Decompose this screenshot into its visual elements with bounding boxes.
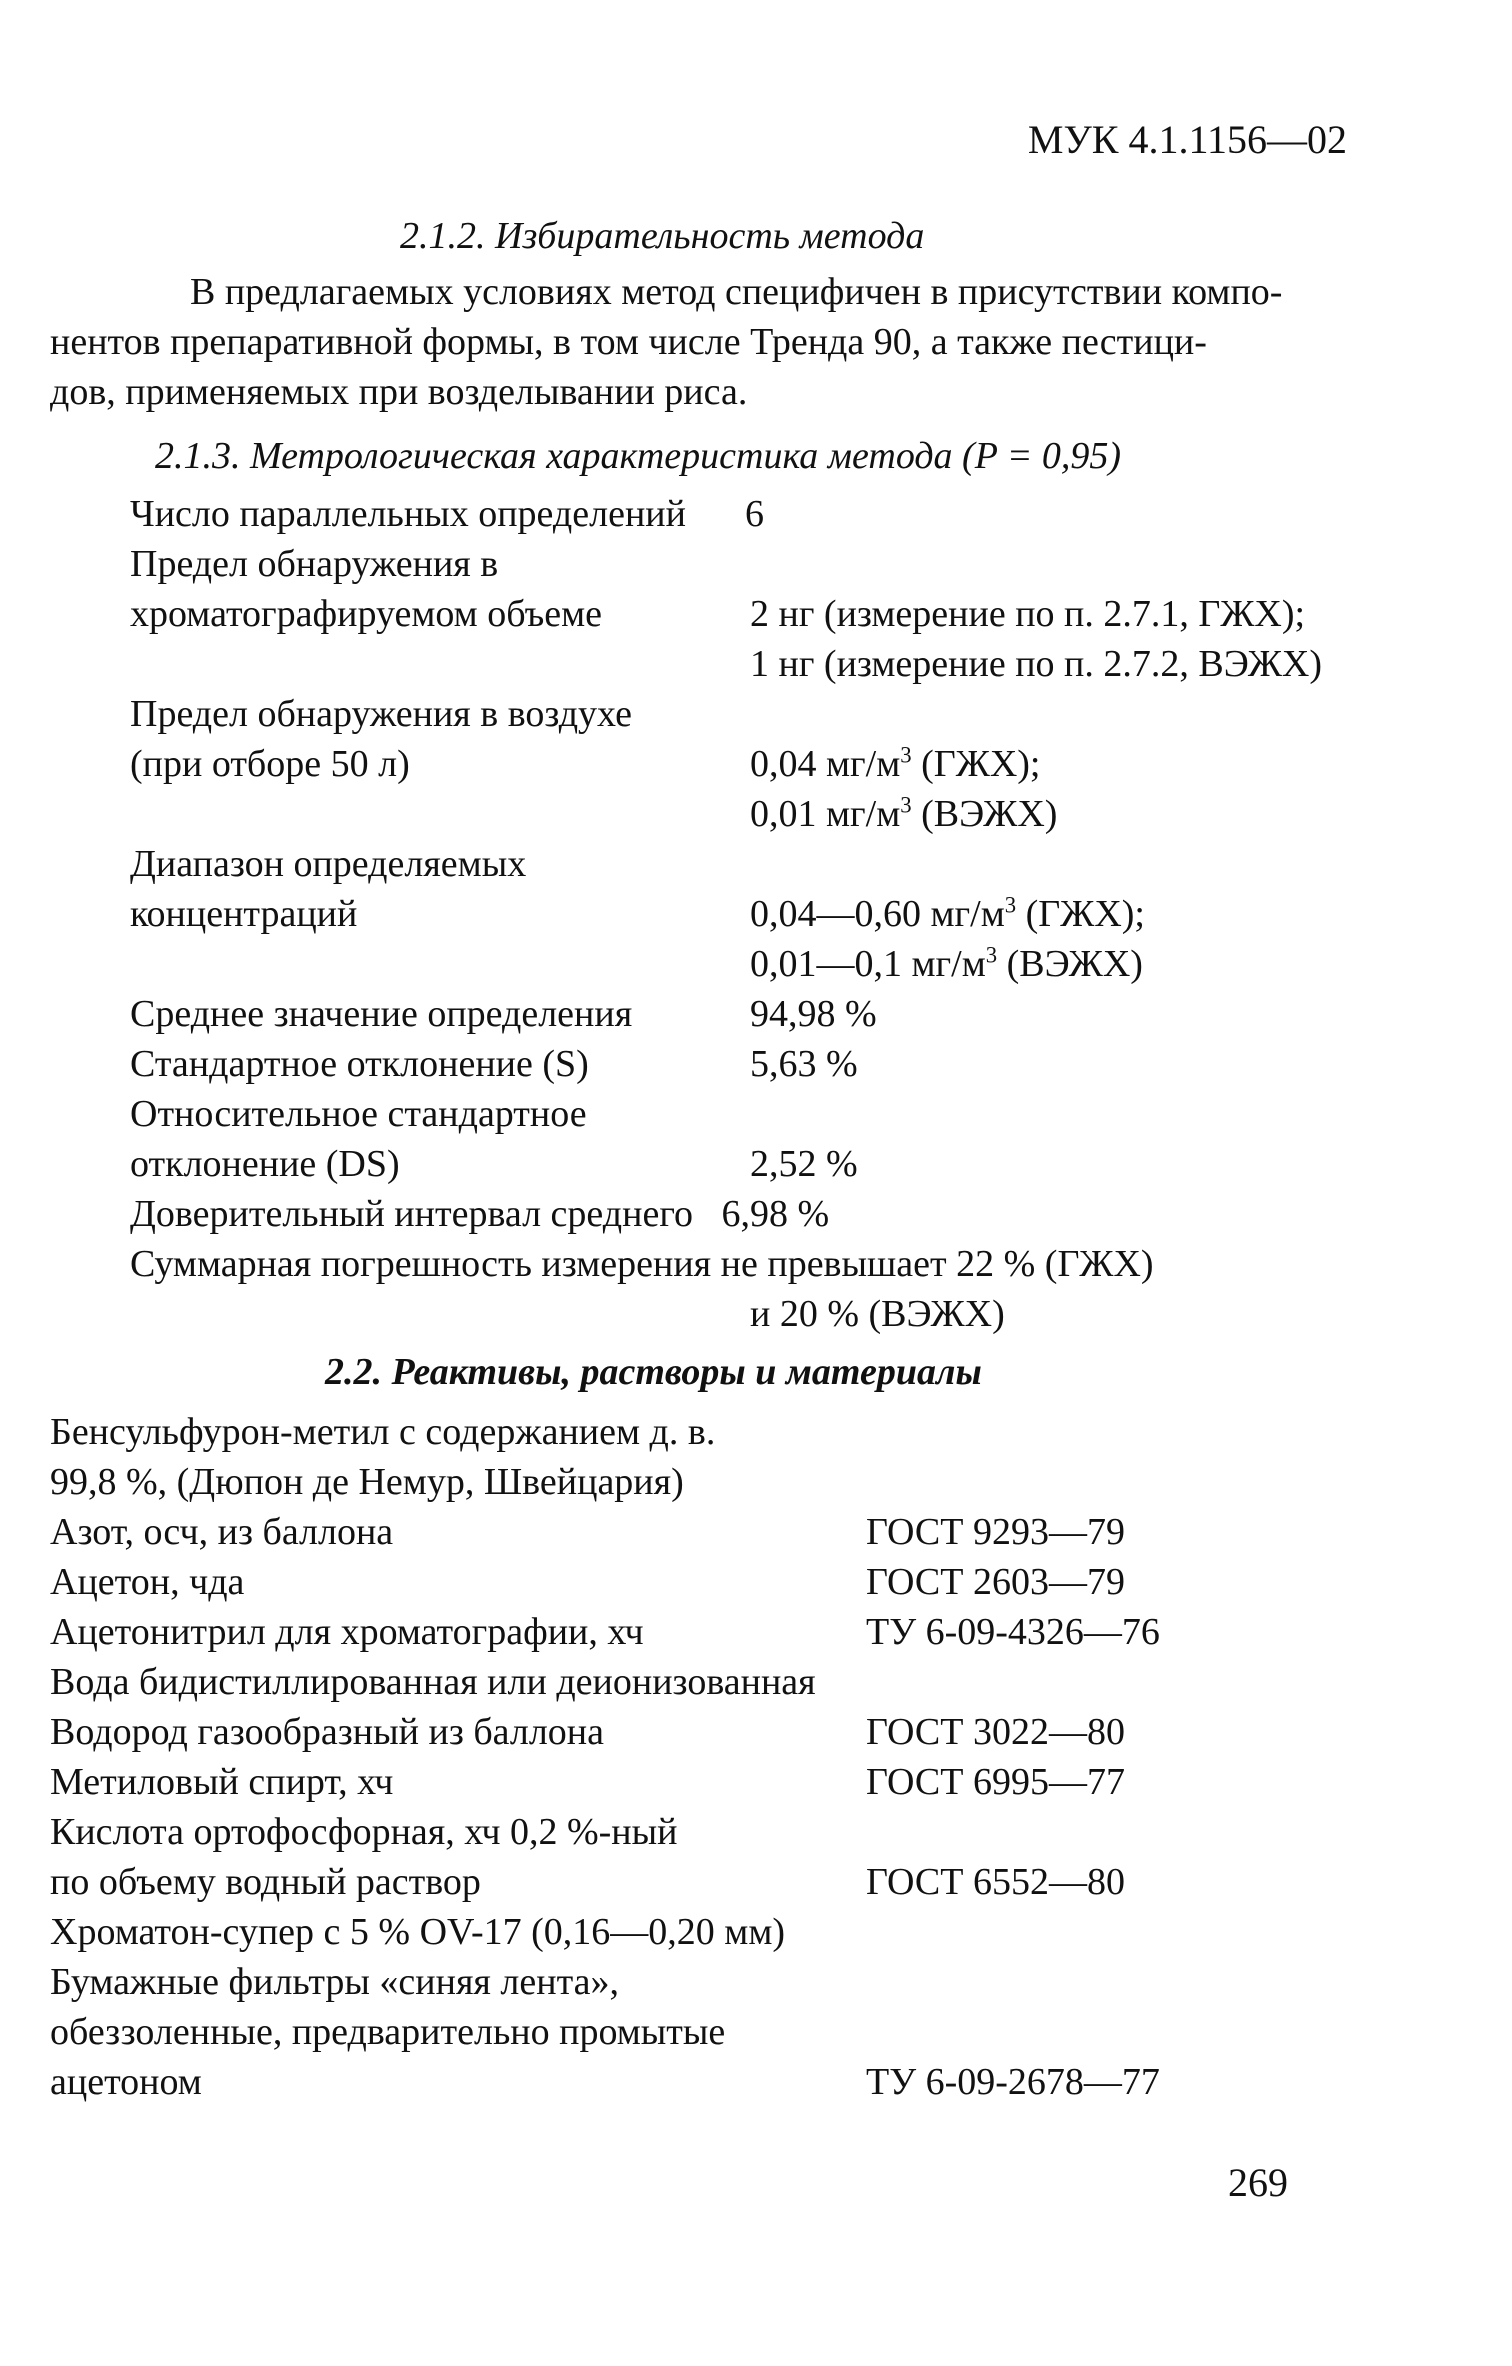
metrology-row	[130, 690, 1380, 739]
reagent-row	[50, 1558, 1350, 1607]
reagent-name: ацетоном	[50, 2061, 202, 2103]
reagent-standard: ГОСТ 6995—77	[866, 1761, 1125, 1803]
reagent-standard: ТУ 6-09-4326—76	[866, 1611, 1160, 1653]
reagent-name: Кислота ортофосфорная, хч 0,2 %-ный	[50, 1811, 678, 1853]
reagent-row	[50, 1608, 1350, 1657]
reagent-name: Вода бидистиллированная или деионизованная	[50, 1661, 816, 1703]
reagent-standard: ГОСТ 9293—79	[866, 1511, 1125, 1553]
reagent-row	[50, 1958, 1350, 2007]
reagent-row	[50, 1508, 1350, 1557]
reagent-name: Бумажные фильтры «синяя лента»,	[50, 1961, 620, 2003]
row-value: 5,63 %	[750, 1043, 858, 1085]
reagent-row	[50, 2058, 1350, 2107]
page-number: 269	[1228, 2160, 1288, 2205]
reagent-name: Азот, осч, из баллона	[50, 1511, 394, 1553]
reagent-name: 99,8 %, (Дюпон де Немур, Швейцария)	[50, 1461, 684, 1503]
metrology-row	[130, 940, 1380, 989]
reagent-standard: ГОСТ 3022—80	[866, 1711, 1125, 1753]
reagent-name: обеззоленные, предварительно промытые	[50, 2011, 726, 2053]
paragraph-line: В предлагаемых условиях метод специфичен в присутствии компо-	[190, 271, 1283, 313]
metrology-row	[130, 790, 1380, 839]
reagent-standard: ТУ 6-09-2678—77	[866, 2061, 1160, 2103]
reagent-name: Ацетон, чда	[50, 1561, 245, 1603]
row-value: 0,04 $мг/м^3$ (ГЖХ);	[750, 742, 1041, 785]
reagent-row	[50, 2008, 1350, 2057]
metrology-row	[130, 740, 1380, 789]
row-value: 2,52 %	[750, 1143, 858, 1185]
row-value: 0,01 $мг/м^3$ (ВЭЖХ)	[750, 792, 1058, 835]
reagent-row	[50, 1458, 1350, 1507]
reagent-name: Хроматон-супер с 5 % OV-17 (0,16—0,20 мм)	[50, 1911, 786, 1953]
row-value: 6	[745, 493, 764, 535]
row-label: (при отборе 50 л)	[130, 743, 410, 785]
reagent-row	[50, 1908, 1350, 1957]
reagent-name: Метиловый спирт, хч	[50, 1761, 394, 1803]
metrology-row	[130, 1140, 1380, 1189]
document-code: МУК 4.1.1156—02	[1027, 117, 1347, 162]
metrology-row	[130, 840, 1380, 889]
row-label: Предел обнаружения в	[130, 543, 499, 585]
row-value: 0,04—0,60 $мг/м^3$ (ГЖХ);	[750, 892, 1145, 935]
metrology-row	[130, 1090, 1380, 1139]
row-value: 94,98 %	[750, 993, 877, 1035]
row-label: Стандартное отклонение (S)	[130, 1043, 589, 1085]
reagent-row	[50, 1808, 1350, 1857]
reagent-name: по объему водный раствор	[50, 1861, 481, 1903]
row-label: Среднее значение определения	[130, 993, 633, 1035]
reagent-row	[50, 1708, 1350, 1757]
row-label: отклонение (DS)	[130, 1143, 400, 1185]
reagent-name: Водород газообразный из баллона	[50, 1711, 604, 1753]
row-value: 0,01—0,1 $мг/м^3$ (ВЭЖХ)	[750, 942, 1143, 985]
metrology-row	[130, 540, 1380, 589]
confidence-interval-line: Доверительный интервал среднего 6,98 %	[130, 1193, 830, 1235]
reagent-standard: ГОСТ 6552—80	[866, 1861, 1125, 1903]
total-error-line: Суммарная погрешность измерения не превышает 22 % (ГЖХ)	[130, 1243, 1154, 1285]
reagent-row	[50, 1758, 1350, 1807]
paragraph-line: дов, применяемых при возделывании риса.	[50, 371, 748, 413]
row-label: Диапазон определяемых	[130, 843, 527, 885]
row-value: 1 нг (измерение по п. 2.7.2, ВЭЖХ)	[750, 643, 1323, 685]
row-label: хроматографируемом объеме	[130, 593, 603, 635]
reagent-row	[50, 1408, 1350, 1457]
metrology-row	[130, 1040, 1380, 1089]
section-213-title: 2.1.3. Метрологическая характеристика метода (P = 0,95)	[155, 435, 1122, 477]
metrology-row	[130, 590, 1380, 639]
reagent-row	[50, 1858, 1350, 1907]
metrology-row	[130, 640, 1380, 689]
reagent-name: Ацетонитрил для хроматографии, хч	[50, 1611, 644, 1653]
metrology-row	[130, 890, 1380, 939]
row-label: Предел обнаружения в воздухе	[130, 693, 632, 735]
reagent-standard: ГОСТ 2603—79	[866, 1561, 1125, 1603]
section-22-title: 2.2. Реактивы, растворы и материалы	[325, 1351, 982, 1393]
reagent-row	[50, 1658, 1350, 1707]
total-error-continuation: и 20 % (ВЭЖХ)	[750, 1293, 1005, 1335]
row-label: Относительное стандартное	[130, 1093, 587, 1135]
metrology-row	[130, 490, 1380, 539]
row-label: концентраций	[130, 893, 358, 935]
reagent-name: Бенсульфурон-метил с содержанием д. в.	[50, 1411, 716, 1453]
section-212-title: 2.1.2. Избирательность метода	[400, 215, 925, 257]
paragraph-line: нентов препаративной формы, в том числе Тренда 90, а также пестици-	[50, 321, 1207, 363]
metrology-row	[130, 990, 1380, 1039]
row-label: Число параллельных определений	[130, 493, 686, 535]
row-value: 2 нг (измерение по п. 2.7.1, ГЖХ);	[750, 593, 1306, 635]
